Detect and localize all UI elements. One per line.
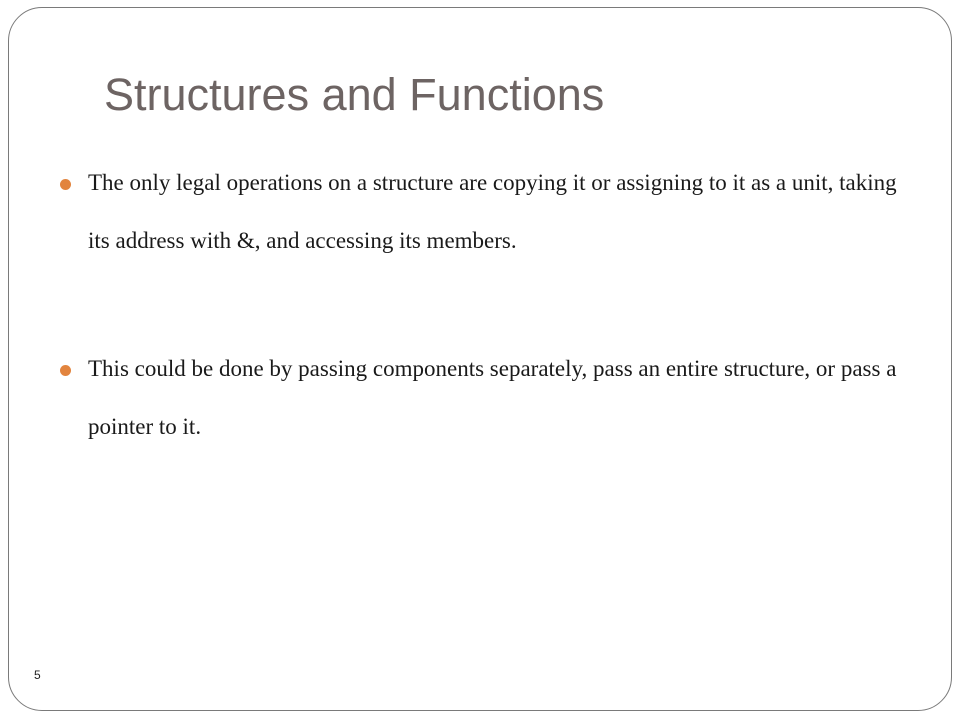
bullet-item	[60, 154, 900, 270]
bullet-list	[60, 154, 900, 456]
bullet-text: The only legal operations on a structure are copying it or assigning to it as a unit, taking its address with &, and accessing its members.	[88, 170, 897, 253]
bullet-dot-icon	[60, 179, 71, 190]
page-number: 5	[34, 668, 41, 682]
slide-title: Structures and Functions	[104, 69, 605, 120]
bullet-dot-icon	[60, 365, 71, 376]
bullet-text: This could be done by passing components separately, pass an entire structure, or pass a pointer to it.	[88, 356, 897, 439]
bullet-item	[60, 340, 900, 456]
